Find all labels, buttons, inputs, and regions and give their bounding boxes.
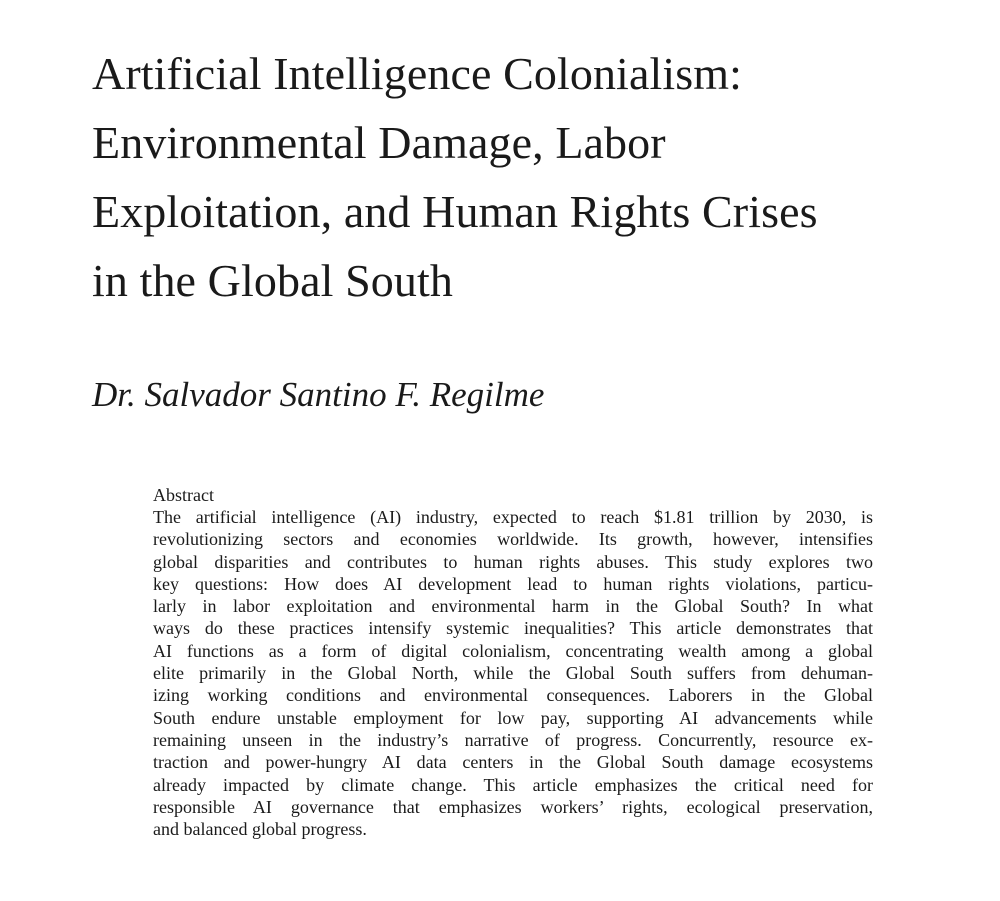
title-line: in the Global South: [92, 255, 453, 306]
title-line: Artificial Intelligence Colonialism:: [92, 48, 742, 99]
abstract-line: elite primarily in the Global North, while the Global South suffers from dehuman-: [153, 663, 873, 684]
abstract-line: The artificial intelligence (AI) industry, expected to reach $1.81 trillion by 2030, is: [153, 507, 873, 527]
abstract-line: traction and power-hungry AI data centers in the Global South damage ecosystems: [153, 752, 873, 773]
abstract-line: already impacted by climate change. This article emphasizes the critical need for: [153, 774, 873, 795]
abstract-line: and balanced global progress.: [153, 819, 367, 840]
abstract-line: South endure unstable employment for low pay, supporting AI advancements while: [153, 707, 873, 728]
paper-title: [92, 39, 972, 315]
abstract-line: AI functions as a form of digital colonialism, concentrating wealth among a global: [153, 640, 873, 661]
abstract-heading: Abstract: [153, 485, 214, 505]
abstract-line: izing working conditions and environmental consequences. Laborers in the Global: [153, 685, 873, 706]
abstract-line: global disparities and contributes to human rights abuses. This study explores two: [153, 551, 873, 572]
author-name: Dr. Salvador Santino F. Regilme: [92, 375, 545, 414]
abstract-line: key questions: How does AI development lead to human rights violations, particu-: [153, 573, 873, 594]
abstract-body: [153, 506, 873, 840]
title-line: Exploitation, and Human Rights Crises: [92, 186, 818, 237]
title-line: Environmental Damage, Labor: [92, 117, 666, 168]
abstract-line: larly in labor exploitation and environmental harm in the Global South? In what: [153, 596, 873, 617]
abstract-section: [153, 484, 873, 840]
abstract-line: ways do these practices intensify systemic inequalities? This article demonstrates that: [153, 618, 873, 639]
abstract-line: remaining unseen in the industry’s narrative of progress. Concurrently, resource ex-: [153, 729, 873, 750]
abstract-line: revolutionizing sectors and economies worldwide. Its growth, however, intensifies: [153, 529, 873, 550]
abstract-line: responsible AI governance that emphasizes workers’ rights, ecological preservation,: [153, 796, 873, 817]
